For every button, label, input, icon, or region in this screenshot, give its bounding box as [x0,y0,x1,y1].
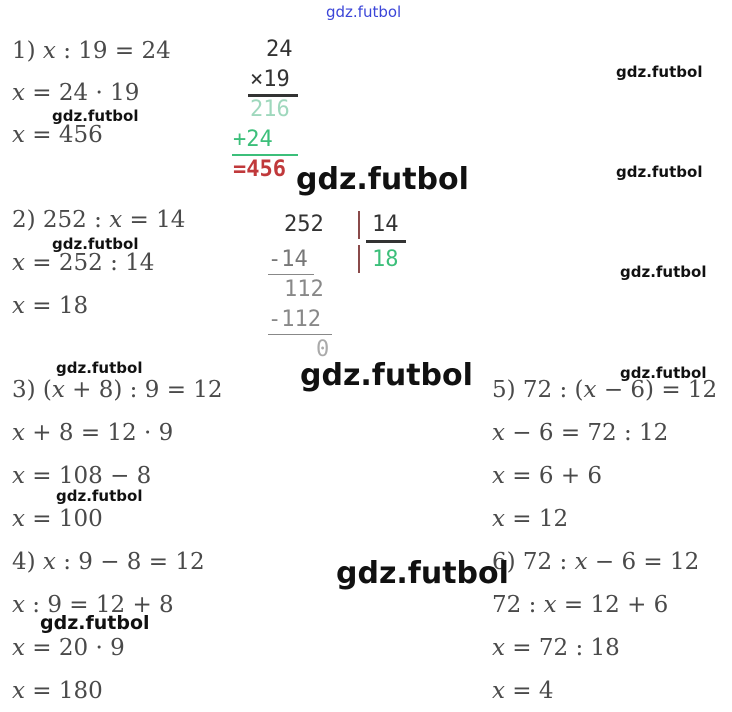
subtract-2: -112 [268,307,321,332]
task5-answer: x = 12 [492,506,569,532]
task4-equation: 4) x : 9 − 8 = 12 [12,549,205,575]
task5-equation: 5) 72 : (x − 6) = 12 [492,377,718,403]
task1-step1: x = 24 · 19 [12,80,140,106]
task6-step2: x = 72 : 18 [492,635,620,661]
task1-answer: x = 456 [12,122,103,148]
task3-step2: x = 108 − 8 [12,463,152,489]
line-1 [268,274,314,275]
watermark-large: gdz.futbol [336,556,509,591]
task6-answer: x = 4 [492,678,554,704]
task4-step1: x : 9 = 12 + 8 [12,592,174,618]
divisor-line [366,240,406,243]
division-bar-bottom [358,245,360,273]
task4-step2: x = 20 · 9 [12,635,125,661]
task2-answer: x = 18 [12,293,89,319]
task5-step2: x = 6 + 6 [492,463,603,489]
sum-line [232,154,298,156]
watermark: gdz.futbol [52,107,139,125]
watermark: gdz.futbol [56,359,143,377]
divisor: 14 [372,212,399,237]
task4-answer: x = 180 [12,678,103,704]
multiplicand: 24 [266,37,293,62]
task3-answer: x = 100 [12,506,103,532]
subtract-1: -14 [268,247,308,272]
division-bar-top [358,211,360,239]
watermark: gdz.futbol [52,235,139,253]
task3-equation: 3) (x + 8) : 9 = 12 [12,377,223,403]
partial-product-2: +24 [233,127,273,152]
task6-step1: 72 : x = 12 + 6 [492,592,669,618]
task6-equation: 6) 72 : x − 6 = 12 [492,549,700,575]
task5-step1: x − 6 = 72 : 12 [492,420,669,446]
multiplier: ×19 [250,67,290,92]
watermark: gdz.futbol [620,263,707,281]
watermark-large: gdz.futbol [296,162,469,197]
quotient: 18 [372,247,399,272]
product-result: =456 [233,157,286,182]
dividend: 252 [284,212,324,237]
line-2 [268,334,332,335]
watermark: gdz.futbol [620,364,707,382]
watermark: gdz.futbol [616,63,703,81]
remainder-2: 0 [316,337,330,362]
task1-equation: 1) x : 19 = 24 [12,38,171,64]
task3-step1: x + 8 = 12 · 9 [12,420,174,446]
watermark: gdz.futbol [40,612,150,634]
remainder-1: 112 [284,277,324,302]
watermark: gdz.futbol [56,487,143,505]
watermark-large: gdz.futbol [300,358,473,393]
watermark: gdz.futbol [616,163,703,181]
task2-equation: 2) 252 : x = 14 [12,207,186,233]
watermark-top: gdz.futbol [326,3,402,21]
partial-product-1: 216 [250,97,290,122]
task2-step1: x = 252 : 14 [12,250,155,276]
